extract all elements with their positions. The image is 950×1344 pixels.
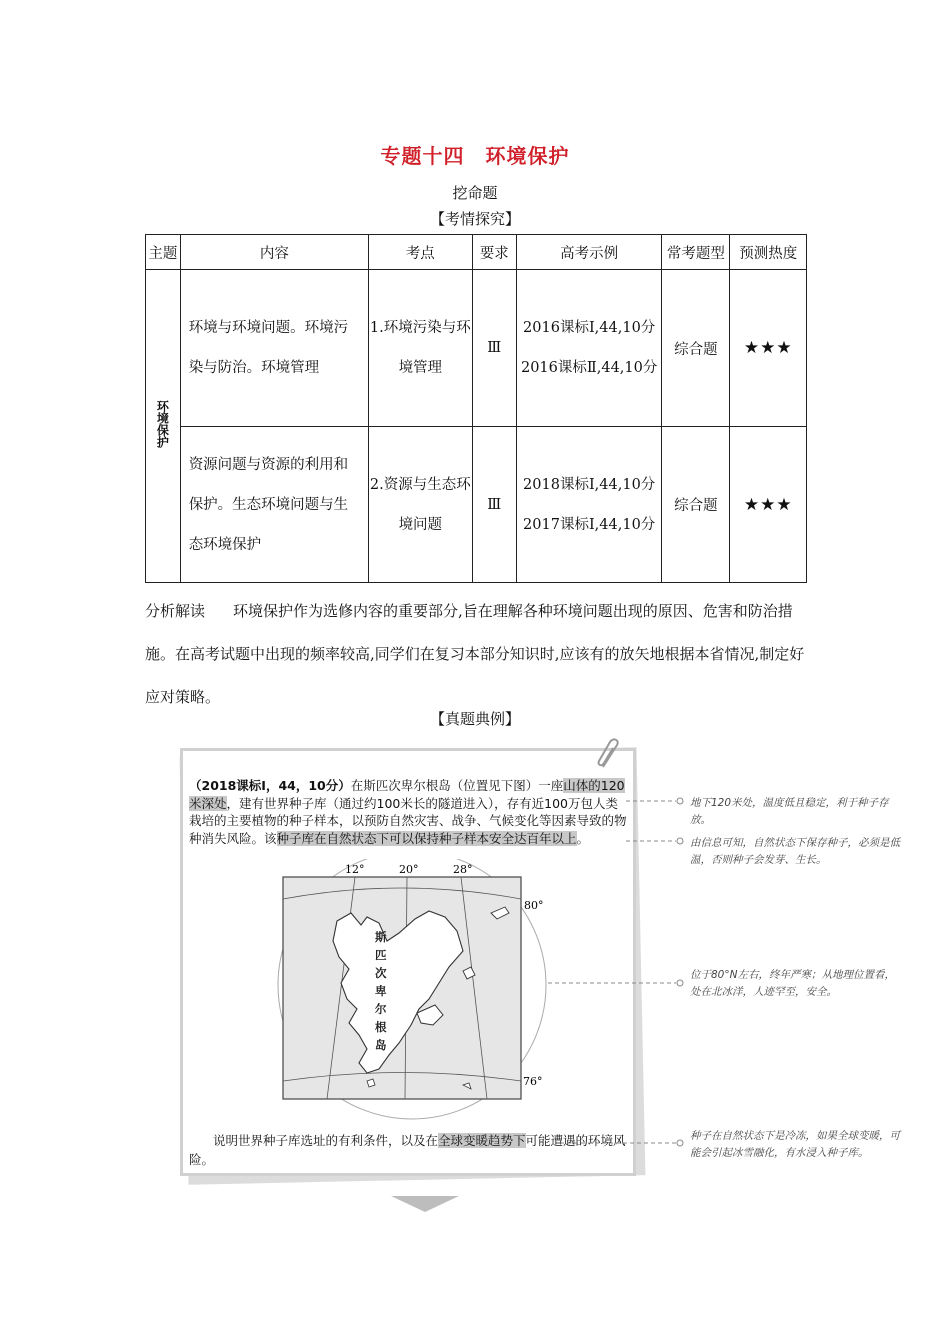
- req-cell: Ⅲ: [472, 427, 516, 583]
- section-real-heading: 【真题典例】: [429, 710, 520, 728]
- analysis-label: 分析解读: [145, 602, 206, 620]
- analysis-text: 环境保护作为选修内容的重要部分,旨在理解各种环境问题出现的原因、危害和防治措施。在高考试题中出现的频率较高,同学们在复习本部分知识时,应该有的放矢地根据本省情况,制定好应对策略。: [145, 602, 805, 706]
- lat-label: 76°: [523, 1075, 543, 1088]
- header-cell: 内容: [180, 235, 368, 270]
- island-label: 匹: [375, 948, 387, 962]
- lon-label: 28°: [453, 863, 473, 876]
- annotation-note: 地下120米处，温度低且稳定，利于种子存放。: [690, 797, 889, 826]
- lon-label: 20°: [399, 863, 419, 876]
- annotation-note: 位于80°N左右，终年严寒；从地理位置看，处在北冰洋，人迹罕至，安全。: [690, 969, 895, 998]
- header-cell: 考点: [369, 235, 472, 270]
- header-cell: 高考示例: [516, 235, 661, 270]
- island-label: 斯: [375, 930, 387, 944]
- header-cell: 主题: [146, 235, 181, 270]
- content-cell: 资源问题与资源的利用和保护。生态环境问题与生态环境保护: [180, 427, 368, 583]
- type-cell: 综合题: [662, 270, 730, 427]
- lon-label: 12°: [345, 863, 365, 876]
- question-prompt: 说明世界种子库选址的有利条件，以及在全球变暖趋势下可能遭遇的环境风险。: [189, 1133, 626, 1167]
- heat-cell: ★★★: [730, 270, 807, 427]
- req-cell: Ⅲ: [472, 270, 516, 427]
- island-label: 根: [375, 1020, 387, 1034]
- island-label: 卑: [375, 984, 387, 998]
- point-cell: 2.资源与生态环境问题: [369, 427, 472, 583]
- down-arrow-icon: [391, 1196, 459, 1212]
- island-label: 次: [375, 966, 387, 980]
- page-title: 专题十四 环境保护: [380, 144, 570, 168]
- header-cell: 预测热度: [730, 235, 807, 270]
- heat-cell: ★★★: [730, 427, 807, 583]
- question-stem: （2018课标Ⅰ，44，10分）在斯匹次卑尔根岛（位置见下图）一座山体的120米深处，建有世界种子库（通过约100米长的隧道进入），存有近100万包人类栽培的主要植物的种子样本，以预防自然灾害、战争、气候变化等因素导致的物种消失风险。该种子库在自然状态下可以保持种子样本安全达百年以上。: [189, 778, 627, 846]
- header-cell: 常考题型: [662, 235, 730, 270]
- example-cell: 2016课标Ⅰ,44,10分 2016课标Ⅱ,44,10分: [516, 270, 661, 427]
- type-cell: 综合题: [662, 427, 730, 583]
- island-label: 岛: [375, 1038, 387, 1052]
- point-cell: 1.环境污染与环境管理: [369, 270, 472, 427]
- lat-label: 80°: [524, 899, 544, 912]
- section-exam-heading: 【考情探究】: [429, 210, 520, 228]
- content-cell: 环境与环境问题。环境污染与防治。环境管理: [180, 270, 368, 427]
- topic-cell: 环境保护: [146, 270, 181, 583]
- example-cell: 2018课标Ⅰ,44,10分 2017课标Ⅰ,44,10分: [516, 427, 661, 583]
- sub-title: 挖命题: [452, 184, 498, 202]
- annotation-note: 由信息可知，自然状态下保存种子，必须是低温，否则种子会发芽、生长。: [690, 837, 900, 866]
- island-label: 尔: [375, 1002, 387, 1016]
- header-cell: 要求: [472, 235, 516, 270]
- annotation-note: 种子在自然状态下是冷冻，如果全球变暖，可能会引起冰雪融化，有水浸入种子库。: [690, 1130, 900, 1159]
